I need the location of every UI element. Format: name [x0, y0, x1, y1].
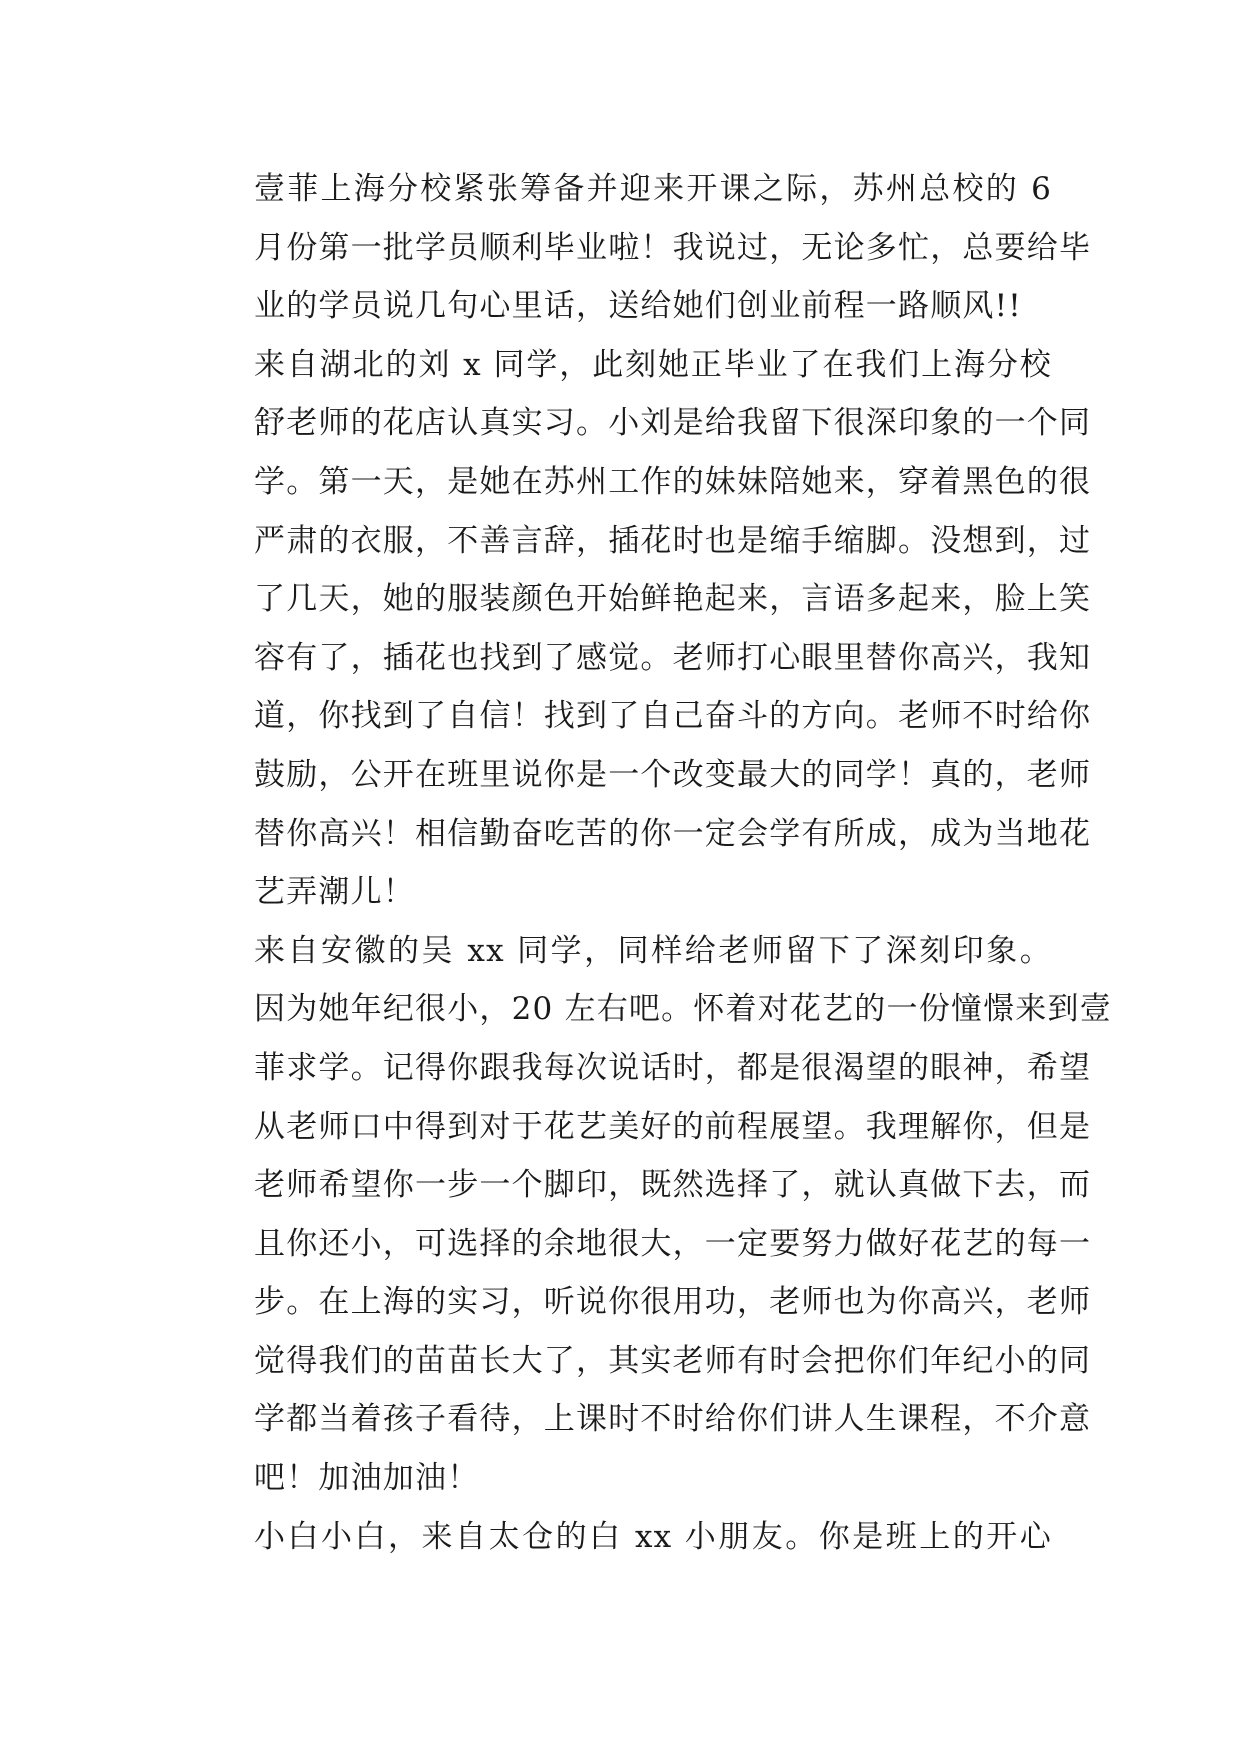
text-line: 步。在上海的实习，听说你很用功，老师也为你高兴，老师	[254, 1284, 1092, 1321]
text-line: 鼓励，公开在班里说你是一个改变最大的同学！真的，老师	[254, 756, 1092, 793]
document-body	[192, 160, 1112, 1566]
text-line: 了几天，她的服装颜色开始鲜艳起来，言语多起来，脸上笑	[254, 581, 1092, 618]
text-line: 学。第一天，是她在苏州工作的妹妹陪她来，穿着黑色的很	[254, 463, 1092, 500]
text-line: 觉得我们的苗苗长大了，其实老师有时会把你们年纪小的同	[254, 1342, 1092, 1379]
text-line: 老师希望你一步一个脚印，既然选择了，就认真做下去，而	[254, 1167, 1092, 1204]
text-line: 艺弄潮儿！	[254, 874, 415, 911]
text-line: 月份第一批学员顺利毕业啦！我说过，无论多忙，总要给毕	[254, 229, 1092, 266]
paragraph-4	[192, 1508, 1052, 1567]
text-line: 壹菲上海分校紧张筹备并迎来开课之际，苏州总校的 6	[254, 171, 1052, 207]
text-line: 舒老师的花店认真实习。小刘是给我留下很深印象的一个同	[254, 405, 1092, 442]
text-line: 来自湖北的刘 x 同学，此刻她正毕业了在我们上海分校	[254, 346, 1052, 383]
text-line: 且你还小，可选择的余地很大，一定要努力做好花艺的每一	[254, 1225, 1092, 1262]
text-line: 容有了，插花也找到了感觉。老师打心眼里替你高兴，我知	[254, 639, 1092, 676]
paragraph-1	[192, 160, 1092, 336]
paragraph-3	[192, 922, 1112, 1508]
text-line: 学都当着孩子看待，上课时不时给你们讲人生课程，不介意	[254, 1401, 1092, 1438]
text-line: 业的学员说几句心里话，送给她们创业前程一路顺风!!	[254, 288, 1022, 325]
paragraph-2	[192, 336, 1092, 922]
text-line: 菲求学。记得你跟我每次说话时，都是很渴望的眼神，希望	[254, 1049, 1092, 1086]
text-line: 小白小白，来自太仓的白 xx 小朋友。你是班上的开心	[254, 1518, 1052, 1555]
text-line: 严肃的衣服，不善言辞，插花时也是缩手缩脚。没想到，过	[254, 522, 1092, 559]
text-line: 道，你找到了自信！找到了自己奋斗的方向。老师不时给你	[254, 698, 1092, 735]
text-line: 因为她年纪很小，20 左右吧。怀着对花艺的一份憧憬来到壹	[254, 991, 1112, 1028]
text-line: 吧！加油加油！	[254, 1460, 480, 1497]
text-line: 替你高兴！相信勤奋吃苦的你一定会学有所成，成为当地花	[254, 815, 1092, 852]
text-line: 来自安徽的吴 xx 同学，同样给老师留下了深刻印象。	[254, 932, 1052, 969]
text-line: 从老师口中得到对于花艺美好的前程展望。我理解你，但是	[254, 1108, 1092, 1145]
